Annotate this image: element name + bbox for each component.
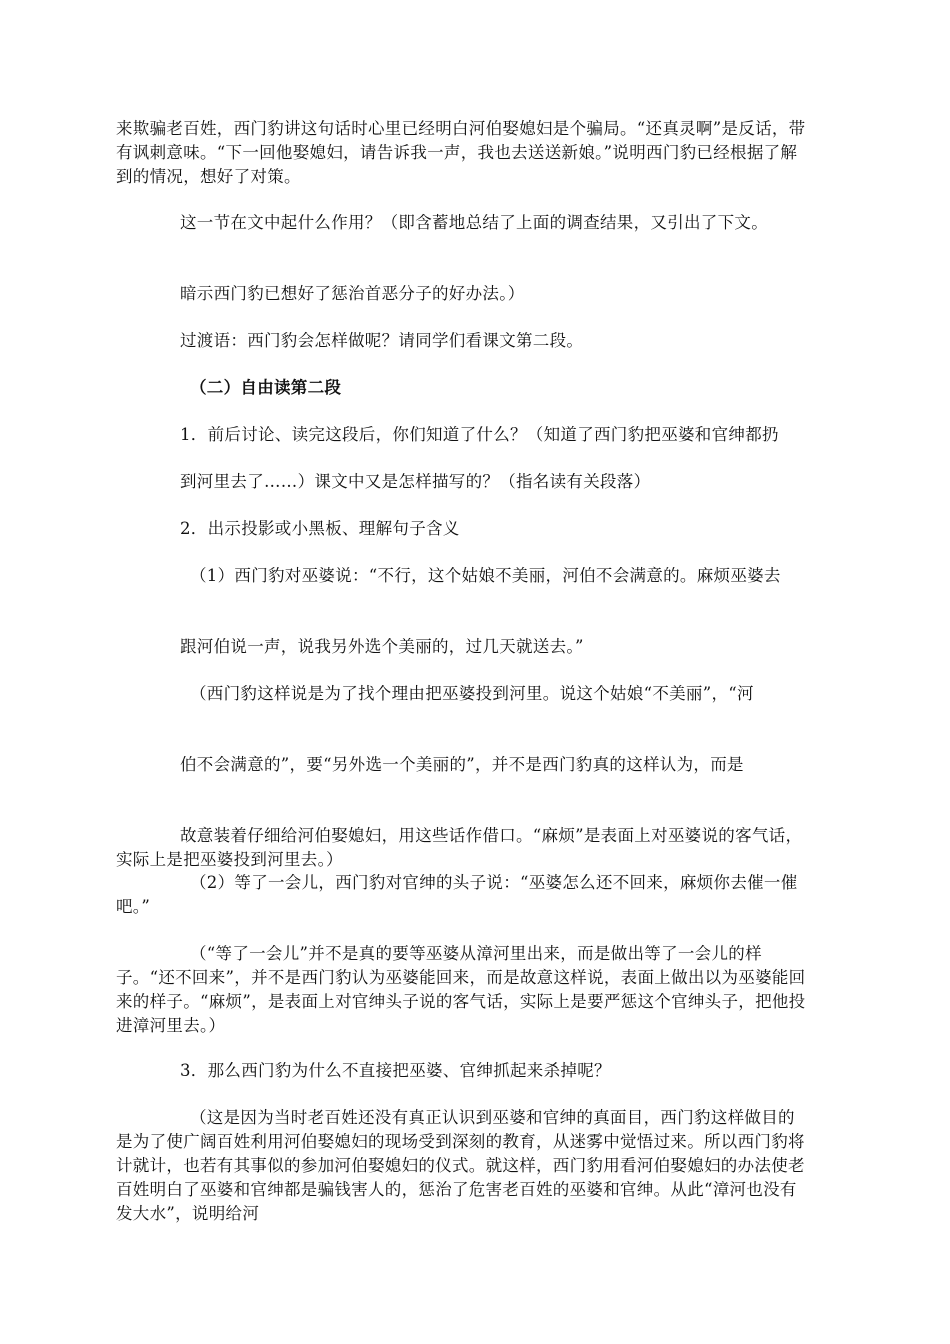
section-heading: （二）自由读第二段 [190,378,342,397]
paragraph-hint: 暗示西门豹已想好了惩治首恶分子的好办法。） [180,284,525,303]
paragraph-quote-2: （2）等了一会儿，西门豹对官绅的头子说：“巫婆怎么还不回来，麻烦你去催一催吧。” [116,873,798,916]
paragraph-transition: 过渡语：西门豹会怎样做呢？请同学们看课文第二段。 [180,331,584,350]
paragraph-opening: 来欺骗老百姓，西门豹讲这句话时心里已经明白河伯娶媳妇是个骗局。“还真灵啊”是反话，带有讽刺意味。“下一回他娶媳妇，请告诉我一声，我也去送送新娘。”说明西门豹已经根据了解到的情况，想好了对策。 [116,119,806,186]
paragraph-explain-1: （西门豹这样说是为了找个理由把巫婆投到河里。说这个姑娘“不美丽”，“河 [190,684,754,703]
paragraph-question-role: 这一节在文中起什么作用？（即含蓄地总结了上面的调查结果，又引出了下文。 [180,213,768,232]
paragraph-item-3: 3．那么西门豹为什么不直接把巫婆、官绅抓起来杀掉呢？ [180,1061,611,1080]
paragraph-explain-1-end: 故意装着仔细给河伯娶媳妇，用这些话作借口。“麻烦”是表面上对巫婆说的客气话，实际上是把巫婆投到河里去。） [116,826,803,869]
paragraph-item-2: 2．出示投影或小黑板、理解句子含义 [180,519,460,538]
paragraph-quote-1: （1）西门豹对巫婆说：“不行，这个姑娘不美丽，河伯不会满意的。麻烦巫婆去 [190,566,781,585]
paragraph-explain-3: （这是因为当时老百姓还没有真正认识到巫婆和官绅的真面目，西门豹这样做目的是为了使广阔百姓利用河伯娶媳妇的现场受到深刻的教育，从迷雾中觉悟过来。所以西门豹将计就计，也若有其事似的参加河伯娶媳妇的仪式。就这样，西门豹用看河伯娶媳妇的办法使老百姓明白了巫婆和官绅都是骗钱害人的，惩治了危害老百姓的巫婆和官绅。从此“漳河也没有发大水”，说明给河 [116,1108,805,1223]
paragraph-explain-2: （“等了一会儿”并不是真的要等巫婆从漳河里出来，而是做出等了一会儿的样子。“还不回来”，并不是西门豹认为巫婆能回来，而是故意这样说，表面上做出以为巫婆能回来的样子。“麻烦”，是表面上对官绅头子说的客气话，实际上是要严惩这个官绅头子，把他投进漳河里去。） [116,944,806,1035]
paragraph-item-1-cont: 到河里去了……）课文中又是怎样描写的？（指名读有关段落） [180,472,651,491]
paragraph-explain-1-cont: 伯不会满意的”，要“另外选一个美丽的”，并不是西门豹真的这样认为，而是 [180,755,744,774]
paragraph-item-1: 1．前后讨论、读完这段后，你们知道了什么？（知道了西门豹把巫婆和官绅都扔 [180,425,779,444]
paragraph-quote-1-cont: 跟河伯说一声，说我另外选个美丽的，过几天就送去。” [180,637,584,656]
